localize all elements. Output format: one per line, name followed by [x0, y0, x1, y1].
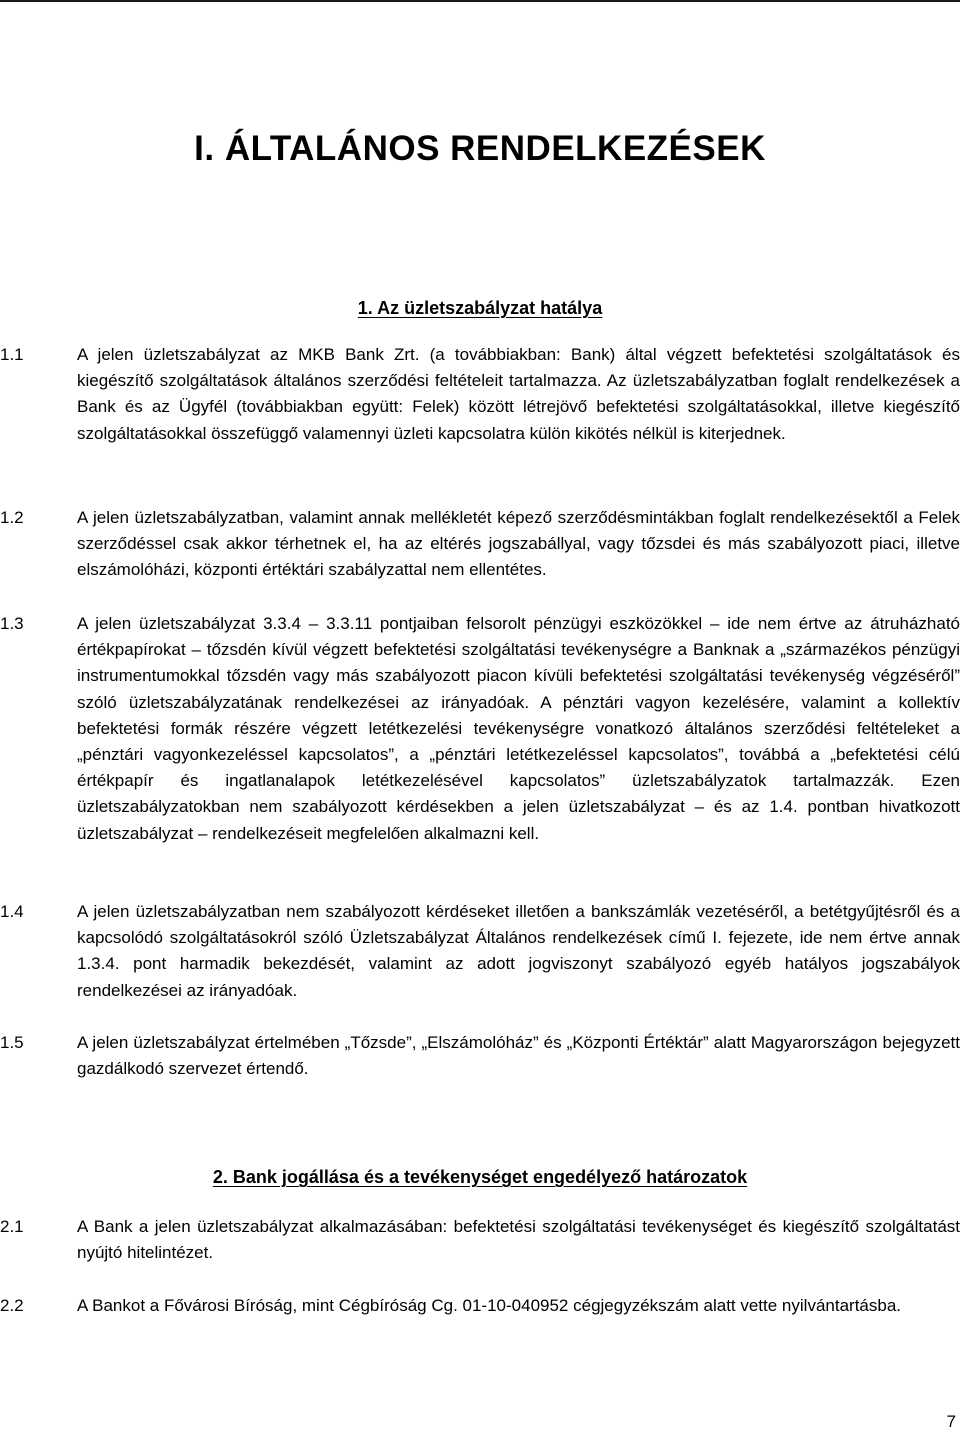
- clause-2-1: [0, 1214, 960, 1266]
- clause-text: A Bank a jelen üzletszabályzat alkalmazásában: befektetési szolgáltatási tevékenységet és kiegészítő szolgáltatást nyújtó hitelintézet.: [77, 1217, 960, 1263]
- clause-1-2: [0, 505, 960, 584]
- clause-1-4: [0, 899, 960, 1004]
- clause-1-3: [0, 611, 960, 847]
- clause-number: 2.2: [0, 1296, 24, 1315]
- clause-number: 1.3: [0, 614, 24, 633]
- top-rule: [0, 0, 960, 2]
- clause-number: 2.1: [0, 1217, 24, 1236]
- clause-number: 1.5: [0, 1033, 24, 1052]
- page-number: 7: [946, 1412, 956, 1431]
- clause-text: A jelen üzletszabályzat értelmében „Tőzsde”, „Elszámolóház” és „Központi Értéktár” alatt Magyarországon bejegyzett gazdálkodó szervezet értendő.: [77, 1033, 960, 1079]
- clause-number: 1.2: [0, 508, 24, 527]
- clause-text: A jelen üzletszabályzatban, valamint annak mellékletét képező szerződésmintákban foglalt rendelkezésektől a Felek szerződéssel csak akkor térhetnek el, ha az eltérés jogszabállyal, vagy tőzsdei és más szabályozott piaci, illetve elszámolóházi, központi értéktári szabályzattal nem ellentétes.: [77, 508, 960, 580]
- document-title: I. ÁLTALÁNOS RENDELKEZÉSEK: [194, 129, 766, 168]
- section-heading-1: 1. Az üzletszabályzat hatálya: [357, 298, 603, 318]
- clause-number: 1.1: [0, 345, 24, 364]
- section-heading-2: 2. Bank jogállása és a tevékenységet engedélyező határozatok: [212, 1167, 748, 1187]
- clause-text: A jelen üzletszabályzat az MKB Bank Zrt. (a továbbiakban: Bank) által végzett befektetési szolgáltatások és kiegészítő szolgáltatások általános szerződési feltételeit tartalmazza. Az üzletszabályzatban foglalt rendelkezések a Bank és az Ügyfél (továbbiakban együtt: Felek) között létrejövő befektetési szolgáltatásokkal, illetve kiegészítő szolgáltatásokkal összefüggő valamennyi üzleti kapcsolatra külön kikötés nélkül is kiterjednek.: [77, 345, 960, 443]
- clause-text: A jelen üzletszabályzatban nem szabályozott kérdéseket illetően a bankszámlák vezetéséről, a betétgyűjtésről és a kapcsolódó szolgáltatásokról szóló Üzletszabályzat Általános rendelkezések című I. fejezete, ide nem értve annak 1.3.4. pont harmadik bekezdését, valamint az adott jogviszonyt szabályozó egyéb hatályos jogszabályok rendelkezései az irányadóak.: [77, 902, 960, 1000]
- clause-text: A Bankot a Fővárosi Bíróság, mint Cégbíróság Cg. 01-10-040952 cégjegyzékszám alatt vette nyilvántartásba.: [77, 1296, 902, 1315]
- clause-text: A jelen üzletszabályzat 3.3.4 – 3.3.11 pontjaiban felsorolt pénzügyi eszközökkel – ide nem értve az átruházható értékpapírokat – tőzsdén kívül végzett befektetési szolgáltatási tevékenységre a Banknak a „származékos pénzügyi instrumentumokkal tőzsdén vagy más szabályozott piacon kívüli befektetési szolgáltatási tevékenység végzéséről” szóló üzletszabályzatának rendelkezései az irányadóak. A pénztári vagyon kezelésére, valamint a kollektív befektetési formák részére végzett letétkezelési tevékenységre vonatkozó általános szerződési feltételeket a „pénztári vagyonkezeléssel kapcsolatos”, a „pénztári letétkezeléssel kapcsolatos”, továbbá a „befektetési célú értékpapír és ingatlanalapok letétkezelésével kapcsolatos” üzletszabályzatok tartalmazzák. Ezen üzletszabályzatokban nem szabályozott kérdésekben a jelen üzletszabályzat – és az 1.4. pontban hivatkozott üzletszabályzat – rendelkezéseit megfelelően alkalmazni kell.: [77, 614, 960, 843]
- clause-1-5: [0, 1030, 960, 1082]
- clause-1-1: [0, 342, 960, 447]
- clause-2-2: [0, 1293, 960, 1319]
- clause-number: 1.4: [0, 902, 24, 921]
